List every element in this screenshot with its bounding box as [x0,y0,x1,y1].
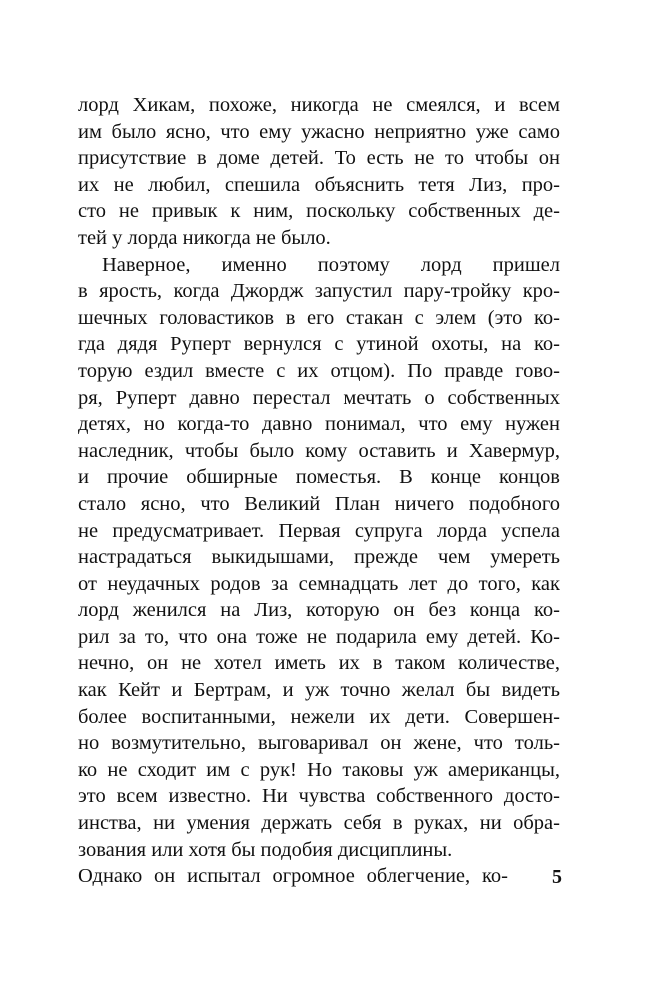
text-line: не предусматривает. Первая супруга лорда успела [78,519,560,542]
text-line: рил за то, что она тоже не подарила ему детей. Ко- [78,625,560,648]
text-line: тей у лорда никогда не было. [78,226,331,249]
text-line: настрадаться выкидышами, прежде чем умереть [78,546,560,569]
text-line: это всем известно. Ни чувства собственного досто- [78,785,560,808]
text-line: более воспитанными, нежели их дети. Совершен- [78,705,560,728]
text-line: сто не привык к ним, поскольку собственных де- [78,200,560,223]
text-line: но возмутительно, выговаривал он жене, что толь- [78,732,560,755]
text-line: лорд женился на Лиз, которую он без конца ко- [78,599,560,622]
text-line: зования или хотя бы подобия дисциплины. [78,838,453,861]
text-line: Наверное, именно поэтому лорд пришел [102,253,560,276]
text-line: Однако он испытал огромное облегчение, ко- [78,865,508,888]
text-line: инства, ни умения держать себя в руках, ни обра- [78,812,560,835]
text-line: торую ездил вместе с их отцом). По правде гово- [78,359,560,382]
text-line: ря, Руперт давно перестал мечтать о собственных [78,386,560,409]
page-text [78,92,560,890]
text-line: нечно, он не хотел иметь их в таком количестве, [78,652,560,675]
text-line: и прочие обширные поместья. В конце концов [78,466,560,489]
text-line: присутствие в доме детей. То есть не то чтобы он [78,147,560,170]
text-line: их не любил, спешила объяснить тетя Лиз, про- [78,173,560,196]
text-line: в ярость, когда Джордж запустил пару-тройку кро- [78,280,560,303]
text-line: как Кейт и Бертрам, и уж точно желал бы видеть [78,679,560,702]
text-line: лорд Хикам, похоже, никогда не смеялся, и всем [78,94,560,116]
text-line: наследник, чтобы было кому оставить и Хавермур, [78,439,560,462]
text-line: ко не сходит им с рук! Но таковы уж американцы, [78,758,560,781]
text-line: от неудачных родов за семнадцать лет до того, как [78,572,560,595]
text-line: стало ясно, что Великий План ничего подобного [78,492,560,515]
page-number: 5 [552,866,562,888]
text-line: гда дядя Руперт вернулся с утиной охоты, на ко- [78,333,560,356]
text-line: им было ясно, что ему ужасно неприятно уже само [78,120,560,143]
text-line: детях, но когда-то давно понимал, что ему нужен [78,413,560,436]
text-line: шечных головастиков в его стакан с элем (это ко- [78,306,560,329]
